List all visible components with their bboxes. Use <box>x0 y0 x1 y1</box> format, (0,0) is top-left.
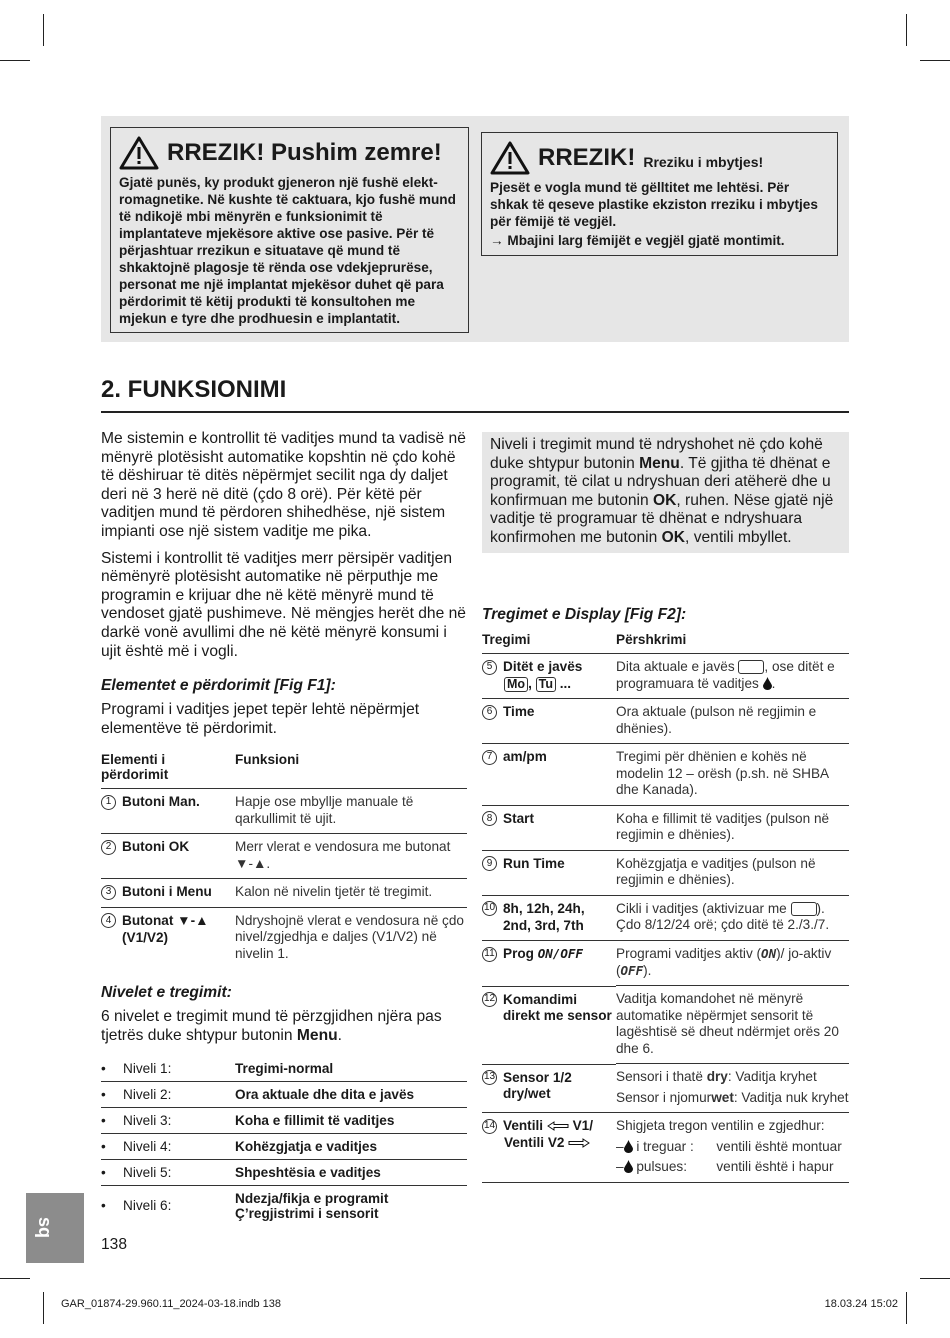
warning-triangle-icon <box>490 141 530 175</box>
warnings-panel <box>101 116 849 342</box>
level-value: Tregimi-normal <box>235 1056 467 1082</box>
display-name: Time <box>503 704 535 719</box>
display-name: Komandimi direkt me sensor <box>503 991 612 1023</box>
display-desc: Ora aktuale (pulson në regjimin e dhënies). <box>616 699 849 744</box>
text-run: )/ jo-aktiv ( <box>616 946 832 978</box>
list-item: • Niveli 5: Shpeshtësia e vaditjes <box>101 1159 467 1185</box>
display-name: Sensor 1/2 dry/wet <box>503 1069 572 1101</box>
display-name: Ventili <box>503 1118 544 1133</box>
display-name: V1/ <box>572 1118 594 1133</box>
footer-file: GAR_01874-29.960.11_2024-03-18.indb 138 <box>61 1298 281 1310</box>
right-column <box>482 590 849 1183</box>
warning-title: RREZIK! <box>538 144 636 171</box>
element-function: Ndryshojnë vlerat e vendosura në çdo nivel/zgjedhja e daljes (V1/V2) në nivelin 1. <box>235 907 467 968</box>
number-badge: 3 <box>101 885 116 900</box>
segment-text: ON <box>761 946 777 961</box>
display-name: 8h, 12h, 24h, 2nd, 3rd, 7th <box>503 901 585 933</box>
display-name: am/pm <box>503 749 547 764</box>
warning-text: Pjesët e vogla mund të gëlltitet me lehtësi. Për shkak të qeseve plastike ekziston rreziku i mbytjes për fëmijë të vegjël. <box>490 180 818 229</box>
language-tab <box>26 1193 84 1263</box>
number-badge: 1 <box>101 795 116 810</box>
text-run: OK <box>652 491 677 509</box>
display-heading: Tregimet e Display [Fig F2]: <box>482 606 687 623</box>
number-badge: 8 <box>482 811 497 826</box>
warning-heart <box>110 127 469 333</box>
arrow-left-icon <box>547 1121 569 1131</box>
text-run: pulsues: <box>636 1159 687 1174</box>
list-item: • Niveli 1: Tregimi-normal <box>101 1056 467 1082</box>
text-run: , ruhen. Nëse gjatë një vaditje të programuar të dhënat e ndryshuara konfirmohen me butonin <box>490 491 834 546</box>
segment-text: OFF <box>620 962 644 978</box>
arrow-right-icon <box>568 1138 590 1148</box>
level-label: Niveli 2: <box>123 1081 235 1107</box>
text-run: , ventili mbyllet. <box>685 528 792 546</box>
text-run: Sensor i njomur <box>616 1089 712 1105</box>
element-function: Hapje ose mbyllje manuale të qarkullimit të ujit. <box>235 789 467 834</box>
text-run: OK <box>661 528 686 546</box>
display-desc <box>616 1113 849 1183</box>
day-key: Mo <box>504 677 528 692</box>
text-run: Menu <box>296 1026 338 1044</box>
water-drop-icon <box>763 677 772 690</box>
table-row <box>482 1113 849 1183</box>
table-row <box>101 789 467 834</box>
text-run: ). Çdo 8/12/24 orë; çdo ditë të 2./3./7. <box>616 900 830 932</box>
level-value: Ndezja/fikja e programit Ç’regjistrimi i sensorit <box>235 1190 389 1221</box>
text-run: Menu <box>639 454 680 472</box>
warning-subtitle: Rreziku i mbytjes! <box>643 154 764 170</box>
level-value: Kohëzgjatja e vaditjes <box>235 1133 467 1159</box>
display-table <box>482 632 849 1183</box>
page-number: 138 <box>101 1236 128 1253</box>
water-drop-icon <box>624 1160 633 1173</box>
level-value: Ora aktuale dhe dita e javës <box>235 1081 467 1107</box>
element-name: Butoni Man. <box>122 794 200 810</box>
level-label: Niveli 4: <box>123 1133 235 1159</box>
water-drop-icon <box>624 1140 633 1153</box>
element-function: Kalon në nivelin tjetër të tregimit. <box>235 879 467 908</box>
number-badge: 11 <box>482 947 497 962</box>
table-row <box>101 879 467 908</box>
level-value: Koha e fillimit të vaditjes <box>235 1107 467 1133</box>
display-desc: Tregimi për dhënien e kohës në modelin 12 – orësh (p.sh. në SHBA dhe Kanada). <box>616 744 849 806</box>
table-row <box>482 1064 849 1113</box>
table-row <box>482 986 849 1064</box>
text-run: Niveli i tregimit mund të ndryshohet në çdo kohë duke shtypur butonin <box>490 436 823 472</box>
crop-mark <box>43 1292 44 1324</box>
element-name: Butoni OK <box>122 839 190 855</box>
display-desc <box>616 1064 849 1113</box>
display-name: Run Time <box>503 855 565 871</box>
text-run: : Vaditja kryhet <box>727 1069 817 1084</box>
display-desc: Koha e fillimit të vaditjes (pulson në regjimin e dhënies). <box>616 805 849 850</box>
text-run: ). <box>643 962 652 978</box>
footer-date: 18.03.24 15:02 <box>824 1298 898 1310</box>
table-header: Përshkrimi <box>616 632 687 647</box>
table-row <box>101 834 467 879</box>
text-run: Cikli i vaditjes (aktivizuar me <box>616 900 787 916</box>
text-run: . <box>337 1026 342 1044</box>
list-item: • Niveli 6: Ndezja/fikja e programit Ç’regjistrimi i sensorit <box>101 1185 467 1226</box>
text-run: Dita aktuale e javës <box>616 659 735 674</box>
number-badge: 13 <box>482 1070 497 1085</box>
number-badge: 2 <box>101 840 116 855</box>
crop-mark <box>43 14 44 46</box>
levels-heading: Nivelet e tregimit: <box>101 984 232 1002</box>
table-header: Tregimi <box>482 632 531 647</box>
crop-mark <box>920 60 950 61</box>
display-desc: Vaditja komandohet në mënyrë automatike nëpërmjet sensorit të lagështisë së dheut ndërmjet orës 20 dhe 6. <box>616 986 849 1064</box>
left-column <box>101 430 467 1226</box>
elements-paragraph: Programi i vaditjes jepet tepër lehtë nëpërmjet elementëve të përdorimit. <box>101 701 420 737</box>
elements-table <box>101 752 467 968</box>
warning-action: → Mbajini larg fëmijët e vegjël gjatë montimit. <box>490 233 785 248</box>
display-name: Ditët e javës <box>503 659 583 674</box>
text-run: ventili është i hapur <box>716 1159 834 1174</box>
crop-mark <box>906 1292 907 1324</box>
text-run: : Vaditja nuk kryhet <box>733 1089 849 1105</box>
table-row: 5 Ditët e javës Mo , Tu ... Dita aktuale e javës , ose ditët e programuara të vaditjes . <box>482 654 849 699</box>
text-run: Sensori i thatë <box>616 1069 707 1084</box>
number-badge: 5 <box>482 660 497 675</box>
menu-note-box <box>482 432 849 553</box>
level-label: Niveli 1: <box>123 1056 235 1082</box>
text-run: wet <box>711 1089 734 1105</box>
text-run: Programi vaditjes aktiv ( <box>616 946 762 961</box>
element-name: Butonat ▼-▲ (V1/V2) <box>122 913 209 945</box>
table-row <box>101 907 467 968</box>
levels-paragraph <box>101 1008 467 1045</box>
table-row <box>482 895 849 941</box>
text-run: ventili është montuar <box>716 1138 842 1154</box>
level-label: Niveli 6: <box>123 1198 172 1213</box>
number-badge: 6 <box>482 705 497 720</box>
auto-paragraph: Sistemi i kontrollit të vaditjes merr përsipër vaditjen nëmënyrë plotësisht automatike në përputhje me programin e krijuar dhe në këtë mënyrë mund të vendoset gjatë pushimeve. Në mëngjes herët dhe në darkë vonë avullimi dhe në këtë mënyrë konsumi i ujit është më i vogli. <box>101 549 466 660</box>
crop-mark <box>0 1278 30 1279</box>
level-label: Niveli 5: <box>123 1159 235 1185</box>
warning-choking <box>481 132 838 256</box>
number-badge: 9 <box>482 856 497 871</box>
display-desc: Dita aktuale e javës , ose ditët e programuara të vaditjes . <box>616 654 849 699</box>
text-run: ... <box>559 675 572 691</box>
table-row <box>482 941 849 986</box>
list-item: • Niveli 4: Kohëzgjatja e vaditjes <box>101 1133 467 1159</box>
table-row <box>482 744 849 806</box>
crop-mark <box>0 60 30 61</box>
text-run: i treguar : <box>636 1138 694 1154</box>
elements-heading: Elementet e përdorimit [Fig F1]: <box>101 677 336 695</box>
text-run: . Të gjitha të dhënat e programit, të cilat u ndryshuan deri atëherë dhe u konfirmuan me butonin <box>490 454 831 509</box>
number-badge: 4 <box>101 913 116 928</box>
display-name: Ventili V2 <box>504 1134 565 1150</box>
display-desc <box>616 895 849 941</box>
language-tab-label: sq <box>35 1216 56 1239</box>
number-badge: 12 <box>482 992 497 1007</box>
display-desc <box>616 941 849 986</box>
display-desc: Kohëzgjatja e vaditjes (pulson në regjimin e dhënies). <box>616 850 849 895</box>
level-label: Niveli 3: <box>123 1107 235 1133</box>
table-header: Funksioni <box>235 752 300 768</box>
levels-list <box>101 1056 467 1226</box>
warning-title: RREZIK! Pushim zemre! <box>167 139 442 166</box>
text-run: dry <box>706 1069 728 1084</box>
display-name: Start <box>503 810 534 826</box>
text-run: , ose ditët e programuara të vaditjes <box>616 659 835 691</box>
level-value: Shpeshtësia e vaditjes <box>235 1159 467 1185</box>
cycle-box-icon <box>791 902 817 916</box>
table-row <box>482 850 849 895</box>
list-item: • Niveli 2: Ora aktuale dhe dita e javës <box>101 1081 467 1107</box>
table-header: Elementi i përdorimit <box>101 752 169 783</box>
number-badge: 14 <box>482 1119 497 1134</box>
section-title: 2. FUNKSIONIMI <box>101 376 287 403</box>
element-function: Merr vlerat e vendosura me butonat ▼-▲. <box>235 834 467 879</box>
intro-paragraph: Me sistemin e kontrollit të vaditjes mund ta vadisë në mënyrë plotësisht automatike kopshtin në çdo kohë të dëshiruar të ditës nëpërmjet secilit nga dy daljet deri në 3 herë në ditë (çdo 8 orë). Për këtë për vaditjen mund të përdoren shihedhëse, një sistem impianti ose një sistem vaditje me pika. <box>101 430 466 540</box>
warning-text: Gjatë punës, ky produkt gjeneron një fushë elektromagnetike. Në kushte të caktuara, kjo fushë mund të ndikojë mbi mënyrën e funksionimit të implantateve mjekësore aktive ose pasive. Për të përjashtuar rrezikun e situatave që mund të shkaktojnë plagosje të rënda ose vdekjeprurëse, personat me një implantat mjekësor duhet që para përdorimit të këtij produkti të konsultohen me mjekun e tyre dhe prodhuesin e implantatit. <box>119 175 456 326</box>
warning-triangle-icon <box>119 136 159 170</box>
crop-mark <box>920 1278 950 1279</box>
day-key: Tu <box>536 677 556 692</box>
text-run: 6 nivelet e tregimit mund të përzgjidhen njëra pas tjetrës duke shtypur butonin <box>101 1008 442 1044</box>
text-run: – <box>616 1138 624 1154</box>
segment-text: ON/OFF <box>537 946 583 961</box>
crop-mark <box>906 14 907 46</box>
element-name: Butoni i Menu <box>122 884 212 900</box>
section-divider <box>101 411 849 413</box>
text-run: – <box>616 1159 624 1174</box>
table-row <box>482 699 849 744</box>
day-box-icon <box>738 660 764 674</box>
text-run: Shigjeta tregon ventilin e zgjedhur: <box>616 1118 825 1133</box>
number-badge: 7 <box>482 750 497 765</box>
table-row <box>482 805 849 850</box>
number-badge: 10 <box>482 901 497 916</box>
display-name: Prog <box>503 946 534 961</box>
list-item: • Niveli 3: Koha e fillimit të vaditjes <box>101 1107 467 1133</box>
